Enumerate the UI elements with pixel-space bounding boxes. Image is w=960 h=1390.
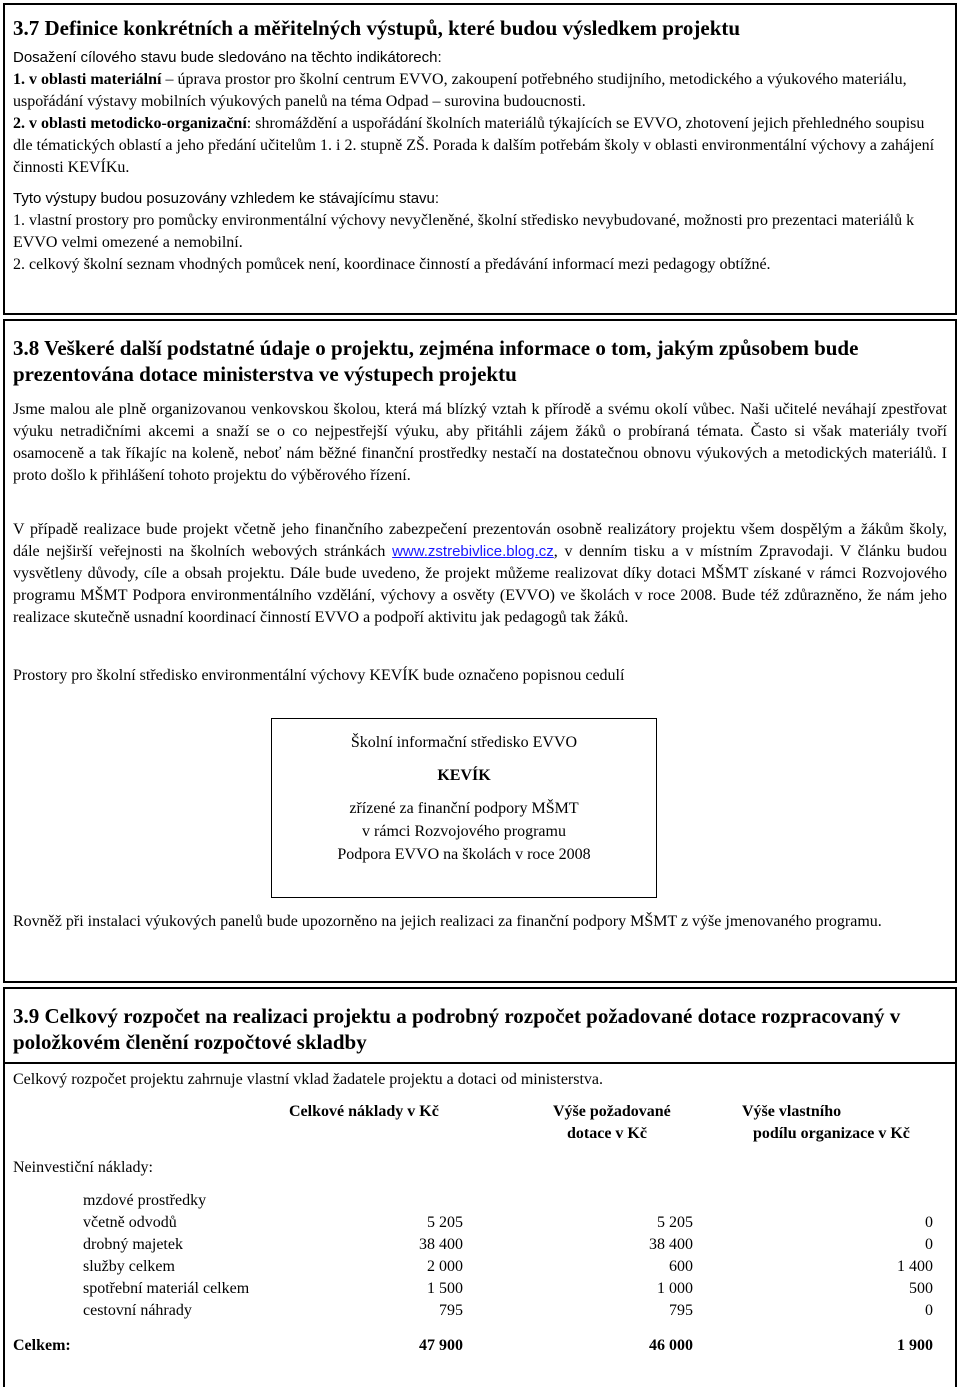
col-header-own-1: Výše vlastního: [742, 1103, 842, 1120]
paragraph-presentation: [13, 519, 947, 629]
paragraph-presentation-text-1: V případě realizace bude projekt včetně jeho finančního zabezpečení prezentován osobně realizátory projektu všem dospělým a žákům školy, dále nejširší veřejnosti na školních webových stránkách: [13, 521, 947, 560]
indicator-1: [13, 69, 943, 113]
paragraph-school: Jsme malou ale plně organizovanou venkovskou školou, která má blízký vztah k přírodě a svému okolí vůbec. Naši učitelé neváhají zpestřovat výuku netradičními akcemi a snaží se o co nejpestřejší výuku, aby přitáhli zájem žáků o probíraná témata. Často si však materiály tvoří osamoceně a tak říkajíc na koleně, neboť nám běžné finanční prostředky nestačí na dostatečnou obnovu výukových a metodických materiálů. I proto došlo k přihlášení tohoto projektu do výběrového řízení.: [13, 401, 947, 484]
sign-line-1: Školní informační středisko EVVO: [350, 734, 578, 751]
total-total: 47 900: [419, 1337, 463, 1354]
sign-line-2: KEVÍK: [437, 767, 491, 784]
school-website-link[interactable]: www.zstrebivlice.blog.cz: [392, 543, 554, 560]
col-header-total: Celkové náklady v Kč: [289, 1103, 439, 1120]
row-total: 2 000: [427, 1258, 463, 1275]
row-own: 0: [925, 1214, 933, 1231]
section-3-7: [3, 3, 957, 315]
row-label: spotřební materiál celkem: [83, 1280, 250, 1297]
row-label: služby celkem: [83, 1258, 175, 1275]
col-header-grant-2: dotace v Kč: [567, 1125, 647, 1142]
row-grant: 1 000: [657, 1280, 693, 1297]
row-grant: 600: [669, 1258, 693, 1275]
category-label: Neinvestiční náklady:: [13, 1159, 153, 1176]
row-label: cestovní náhrady: [83, 1302, 192, 1319]
budget-intro: Celkový rozpočet projektu zahrnuje vlastní vklad žadatele projektu a dotaci od ministerstva.: [13, 1071, 604, 1088]
section-3-7-body: [13, 47, 943, 276]
indicator-1-text: – úprava prostor pro školní centrum EVVO, zakoupení potřebného studijního, metodického a výukového materiálu, uspořádání výstavy mobilních výukových panelů na téma Odpad – surovina budoucnosti.: [13, 71, 907, 110]
total-grant: 46 000: [649, 1337, 693, 1354]
section-3-7-heading: 3.7 Definice konkrétních a měřitelných výstupů, které budou výsledkem projektu: [13, 16, 741, 40]
assessment-intro: Tyto výstupy budou posuzovány vzhledem ke stávajícímu stavu:: [13, 190, 440, 207]
row-own: 0: [925, 1302, 933, 1319]
row-label: drobný majetek: [83, 1236, 183, 1253]
paragraph-presentation-text-2: , v denním tisku a v místním Zpravodaji. V článku budou vysvětleny důvody, cíle a obsah projektu. Dále bude uvedeno, že projekt můžeme realizovat díky dotaci MŠMT získané v rámci Rozvojového programu MŠMT Podpora environmentálního vzdělání, výchovy a osvěty (EVVO) ve školách v roce 2008. Bude též zdůrazněno, že nám jeho realizace skutečně usnadní koordinací činností EVVO a podpoří aktivitu jak pedagogů tak žáků.: [13, 543, 948, 626]
section-3-8: [3, 319, 957, 983]
row-total: 1 500: [427, 1280, 463, 1297]
indicator-2: [13, 113, 943, 179]
row-total: 38 400: [419, 1236, 463, 1253]
section-3-9: [3, 987, 957, 1387]
col-header-own-2: podílu organizace v Kč: [753, 1125, 910, 1142]
col-header-grant-1: Výše požadované: [553, 1103, 671, 1120]
assessment-2: 2. celkový školní seznam vhodných pomůcek není, koordinace činností a předávání informací mezi pedagogy obtížné.: [13, 256, 771, 273]
kevik-sign-box: [271, 718, 657, 898]
assessment-1: 1. vlastní prostory pro pomůcky environmentální výchovy nevyčleněné, školní středisko nevybudované, možnosti pro prezentaci materiálů k EVVO velmi omezené a nemobilní.: [13, 212, 915, 251]
row-own: 0: [925, 1236, 933, 1253]
paragraph-panels: Rovněž při instalaci výukových panelů bude upozorněno na jejich realizaci za finanční podpory MŠMT z výše jmenovaného programu.: [13, 913, 882, 930]
indicator-2-label: 2. v oblasti metodicko-organizační: [13, 115, 247, 132]
total-label: Celkem:: [13, 1337, 71, 1354]
row-label: mzdové prostředky: [83, 1192, 207, 1209]
indicator-1-label: 1. v oblasti materiální: [13, 71, 162, 88]
row-own: 1 400: [897, 1258, 933, 1275]
row-total: 795: [439, 1302, 463, 1319]
section-3-9-heading: 3.9 Celkový rozpočet na realizaci projektu a podrobný rozpočet požadované dotace rozpracovaný v položkovém členění rozpočtové skladby: [13, 1004, 901, 1054]
row-label-cont: včetně odvodů: [83, 1214, 177, 1231]
indicators-intro: Dosažení cílového stavu bude sledováno na těchto indikátorech:: [13, 49, 442, 66]
row-grant: 38 400: [649, 1236, 693, 1253]
paragraph-sign-intro: Prostory pro školní středisko environmentální výchovy KEVÍK bude označeno popisnou cedulí: [13, 667, 625, 684]
indicator-2-text: : shromáždění a uspořádání školních materiálů týkajících se EVVO, zhotovení jejich přehledného soupisu dle tématických oblastí a jeho předání učitelům 1. i 2. stupně ZŠ. Porada k dalším potřebám školy v oblasti environmentální výchovy a zahájení činnosti KEVÍKu.: [13, 115, 935, 176]
row-own: 500: [909, 1280, 933, 1297]
sign-line-3: zřízené za finanční podpory MŠMT: [349, 800, 579, 817]
sign-line-5: Podpora EVVO na školách v roce 2008: [337, 846, 591, 863]
row-grant: 5 205: [657, 1214, 693, 1231]
row-grant: 795: [669, 1302, 693, 1319]
budget-table: [5, 989, 959, 1389]
sign-line-4: v rámci Rozvojového programu: [362, 823, 566, 840]
total-own: 1 900: [897, 1337, 933, 1354]
section-3-8-heading: 3.8 Veškeré další podstatné údaje o projektu, zejména informace o tom, jakým způsobem bude prezentována dotace ministerstva ve výstupech projektu: [13, 336, 859, 386]
row-total: 5 205: [427, 1214, 463, 1231]
